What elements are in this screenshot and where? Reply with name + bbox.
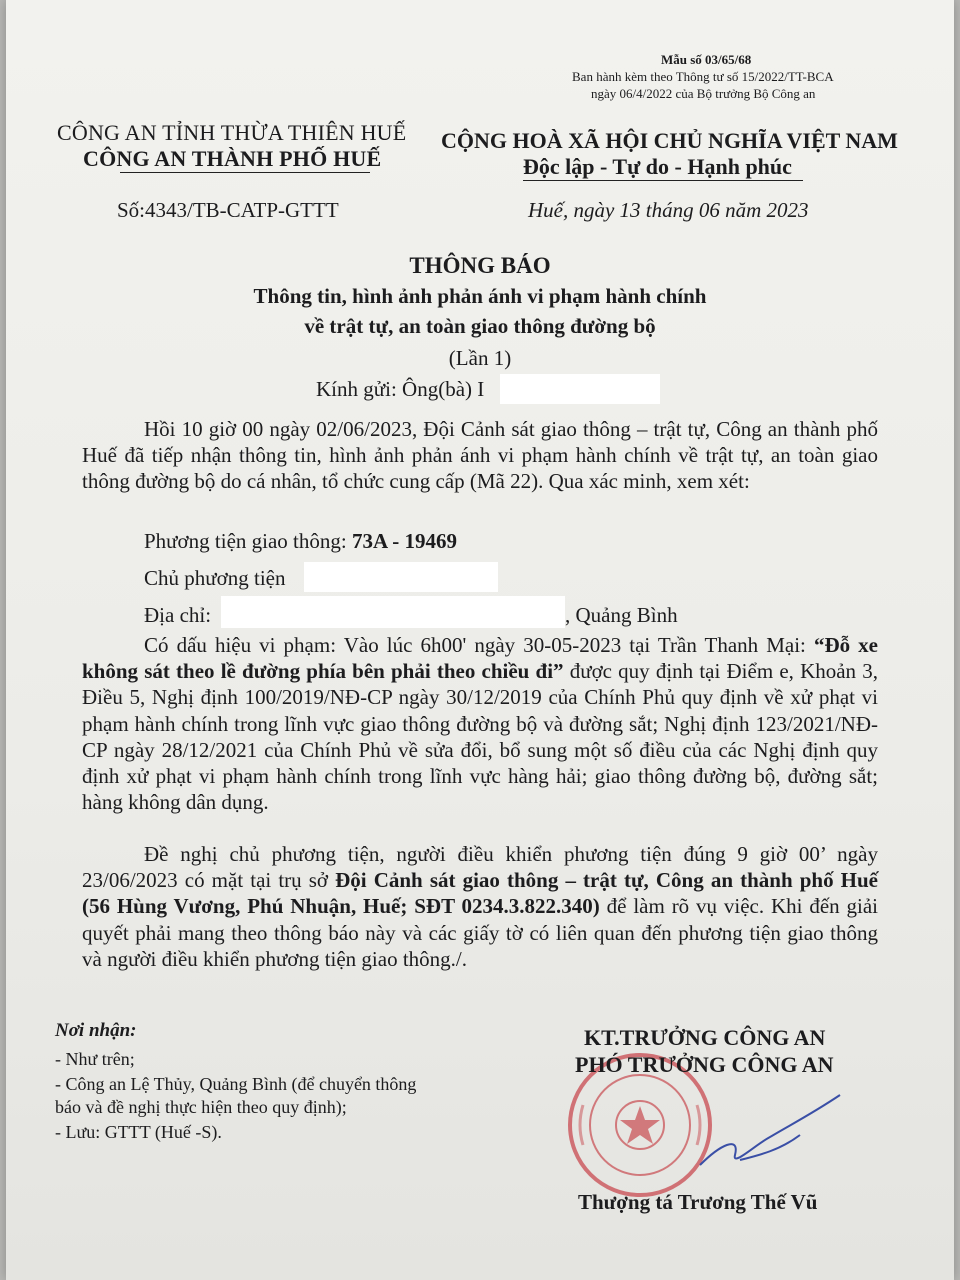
recipient-line-1: - Như trên; — [55, 1049, 135, 1069]
violation-paragraph — [82, 632, 878, 815]
owner-line — [144, 566, 285, 591]
violation-act: “Đỗ xe không sát theo lề đường phía bên phải theo chiều đi” — [82, 633, 878, 684]
violation-intro: Có dấu hiệu vi phạm: Vào lúc 6h00' ngày 30-05-2023 tại Trần Thanh Mại: — [144, 633, 814, 657]
vehicle-label: Phương tiện giao thông: — [144, 529, 352, 553]
signer-name: Thượng tá Trương Thế Vũ — [578, 1190, 818, 1214]
violation-text — [82, 632, 878, 815]
handwritten-signature — [680, 1075, 880, 1185]
issuer-parent: CÔNG AN TỈNH THỪA THIÊN HUẾ — [57, 120, 407, 145]
address-label: Địa chỉ: — [144, 603, 212, 627]
redaction-owner — [304, 562, 498, 592]
redaction-recipient — [500, 374, 660, 404]
motto-underline — [523, 180, 803, 181]
recipient-line-4: - Lưu: GTTT (Huế -S). — [55, 1122, 222, 1142]
signer-title-1: KT.TRƯỞNG CÔNG AN — [584, 1025, 826, 1050]
issuer-unit: CÔNG AN THÀNH PHỐ HUẾ — [83, 146, 382, 171]
address-province: , Quảng Bình — [565, 603, 678, 627]
request-text — [82, 841, 878, 972]
form-number: Mẫu số 03/65/68 — [661, 52, 752, 67]
recipients-heading: Nơi nhận: — [55, 1020, 137, 1041]
request-place: Đội Cảnh sát giao thông – trật tự, Công an thành phố Huế (56 Hùng Vương, Phú Nhuận, Huế; SĐT 0234.3.822.340) — [82, 868, 878, 919]
subject-line-1: Thông tin, hình ảnh phản ánh vi phạm hành chính — [253, 284, 707, 308]
redaction-address — [221, 596, 565, 628]
signer-title-2: PHÓ TRƯỞNG CÔNG AN — [575, 1052, 834, 1077]
recipient-line-3: báo và đề nghị thực hiện theo quy định); — [55, 1097, 347, 1117]
issuer-underline — [120, 172, 370, 173]
document-number: Số:4343/TB-CATP-GTTT — [117, 198, 339, 222]
subject-line-2: về trật tự, an toàn giao thông đường bộ — [304, 314, 656, 338]
vehicle-line — [144, 529, 457, 554]
request-end: để làm rõ vụ việc. Khi đến giải quyết phải mang theo thông báo này và các giấy tờ có liên quan đến phương tiện giao thông và người điều khiển phương tiện giao thông./. — [82, 894, 878, 971]
intro-text: Hồi 10 giờ 00 ngày 02/06/2023, Đội Cảnh sát giao thông – trật tự, Công an thành phố Huế đã tiếp nhận thông tin, hình ảnh phản ánh vi phạm hành chính về trật tự, an toàn giao thông đường bộ do cá nhân, tổ chức cung cấp (Mã 22). Qua xác minh, xem xét: — [82, 417, 878, 494]
nation-motto: Độc lập - Tự do - Hạnh phúc — [523, 154, 792, 179]
intro-paragraph — [82, 416, 878, 495]
nation-name: CỘNG HOÀ XÃ HỘI CHỦ NGHĨA VIỆT NAM — [441, 128, 898, 153]
document-title: THÔNG BÁO — [409, 253, 551, 278]
request-intro: Đề nghị chủ phương tiện, người điều khiển phương tiện đúng 9 giờ 00’ ngày 23/06/2023 có mặt tại trụ sở — [82, 842, 878, 893]
violation-legal: được quy định tại Điểm e, Khoản 3, Điều 5, Nghị định 100/2019/NĐ-CP ngày 30/12/2019 của Chính Phủ quy định về xử phạt vi phạm hành chính trong lĩnh vực giao thông đường bộ và đường sắt; Nghị định 123/2021/NĐ-CP ngày 28/12/2021 của Chính Phủ về sửa đổi, bổ sung một số điều của các Nghị định quy định xử phạt vi phạm hành chính trong lĩnh vực hàng hải; giao thông đường bộ, đường sắt; hàng không dân dụng. — [82, 659, 878, 815]
address-line — [144, 603, 211, 628]
vehicle-plate: 73A - 19469 — [351, 529, 457, 553]
request-paragraph — [82, 841, 878, 972]
form-issued-with: Ban hành kèm theo Thông tư số 15/2022/TT-BCA — [572, 69, 834, 84]
owner-label: Chủ phương tiện — [144, 566, 286, 590]
place-date: Huế, ngày 13 tháng 06 năm 2023 — [528, 198, 809, 222]
notice-times: (Lần 1) — [448, 346, 512, 370]
form-issued-date: ngày 06/4/2022 của Bộ trưởng Bộ Công an — [591, 86, 816, 101]
recipient-line-2: - Công an Lệ Thủy, Quảng Bình (để chuyển thông — [55, 1074, 417, 1094]
salutation: Kính gửi: Ông(bà) I — [316, 377, 485, 401]
